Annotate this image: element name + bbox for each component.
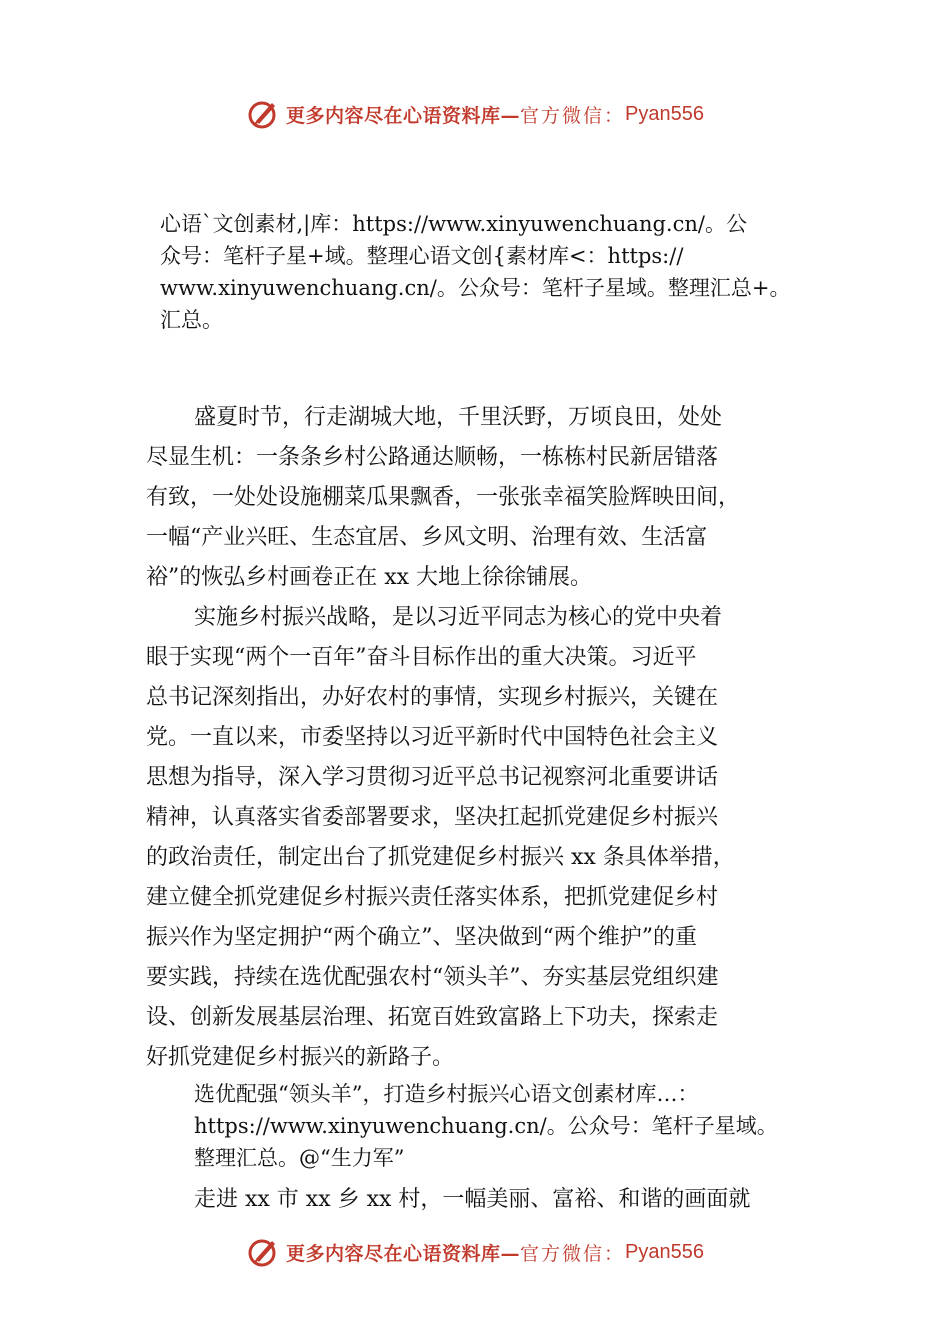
note-line: 选优配强“领头羊”，打造乡村振兴心语文创素材库…： [194, 1082, 699, 1106]
paragraph-line: 党。一直以来，市委坚持以习近平新时代中国特色社会主义 [146, 725, 719, 750]
header-brand-text: 更多内容尽在心语资料库— [286, 104, 521, 127]
paragraph-line: 实施乡村振兴战略，是以习近平同志为核心的党中央着 [194, 605, 723, 630]
paragraph-line: 好抓党建促乡村振兴的新路子。 [146, 1045, 455, 1070]
header-banner [0, 94, 950, 134]
section-heading-note [194, 1078, 854, 1174]
footer-banner [0, 1232, 950, 1272]
paragraph-line: 设、创新发展基层治理、拓宽百姓致富路上下功夫，探索走 [146, 1005, 719, 1030]
paragraph-line: 盛夏时节，行走湖城大地，千里沃野，万顷良田，处处 [194, 405, 723, 430]
paragraph-line: 尽显生机：一条条乡村公路通达顺畅，一栋栋村民新居错落 [146, 445, 719, 470]
paragraph-line-last: 走进 xx 市 xx 乡 xx 村，一幅美丽、富裕、和谐的画面就 [194, 1187, 751, 1212]
paragraph-line: 总书记深刻指出，办好农村的事情，实现乡村振兴，关键在 [146, 685, 719, 710]
note-line: 汇总。 [160, 308, 223, 332]
quill-logo-icon [246, 97, 280, 131]
paragraph-line: 的政治责任，制定出台了抓党建促乡村振兴 xx 条具体举措， [146, 845, 735, 870]
note-line: 整理汇总。@“生力军” [194, 1146, 405, 1170]
paragraph-line: 有致，一处处设施棚菜瓜果飘香，一张张幸福笑脸辉映田间， [146, 485, 741, 510]
paragraph-line: 精神，认真落实省委部署要求，坚决扛起抓党建促乡村振兴 [146, 805, 719, 830]
paragraph-line: 振兴作为坚定拥护“两个确立”、坚决做到“两个维护”的重 [146, 925, 697, 950]
paragraph-line: 裕”的恢弘乡村画卷正在 xx 大地上徐徐铺展。 [146, 565, 593, 590]
paragraph-line: 思想为指导，深入学习贯彻习近平总书记视察河北重要讲话 [146, 765, 719, 790]
header-wechat-id: Pyan556 [625, 102, 704, 125]
note-line: www.xinyuwenchuang.cn/。公众号：笔杆子星域。整理汇总+。 [160, 276, 791, 300]
footer-wechat-id: Pyan556 [625, 1240, 704, 1263]
paragraph-line: 眼于实现“两个一百年”奋斗目标作出的重大决策。习近平 [146, 645, 697, 670]
paragraph-line: 一幅“产业兴旺、生态宜居、乡风文明、治理有效、生活富 [146, 525, 708, 550]
source-note [160, 208, 850, 336]
footer-wechat-label: 官方微信： [520, 1242, 626, 1265]
quill-logo-icon [246, 1235, 280, 1269]
note-line: https://www.xinyuwenchuang.cn/。公众号：笔杆子星域。 [194, 1114, 778, 1138]
note-line: 众号：笔杆子星+域。整理心语文创{素材库<：https:// [160, 244, 684, 268]
header-wechat-label: 官方微信： [520, 104, 626, 127]
paragraph-line: 建立健全抓党建促乡村振兴责任落实体系，把抓党建促乡村 [146, 885, 719, 910]
paragraph-line: 要实践，持续在选优配强农村“领头羊”、夯实基层党组织建 [146, 965, 719, 990]
article-body [146, 398, 826, 1078]
note-line: 心语`文创素材,|库：https://www.xinyuwenchuang.cn/。公 [160, 212, 747, 236]
footer-brand-text: 更多内容尽在心语资料库— [286, 1242, 521, 1265]
